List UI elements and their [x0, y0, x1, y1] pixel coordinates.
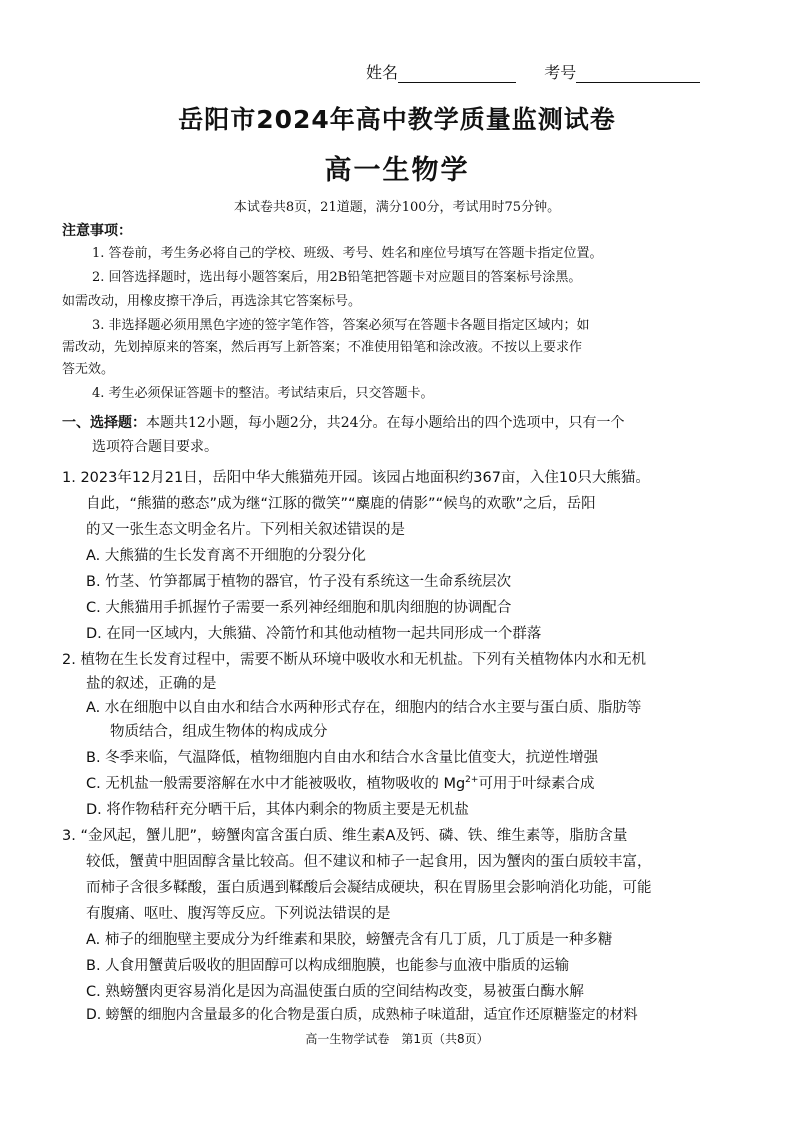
note-1: 1. 答卷前，考生务必将自己的学校、班级、考号、姓名和座位号填写在答题卡指定位置。 [92, 246, 603, 261]
id-label: 考号 [544, 63, 577, 82]
note-2a: 2. 回答选择题时，选出每小题答案后，用2B铅笔把答题卡对应题目的答案标号涂黑。 [92, 270, 582, 285]
name-blank[interactable] [398, 64, 516, 83]
q3-option-c: C. 熟螃蟹肉更容易消化是因为高温使蛋白质的空间结构改变，易被蛋白酶水解 [86, 984, 584, 1000]
q2-option-c-text: C. 无机盐一般需要溶解在水中才能被吸收，植物吸收的 Mg [86, 776, 466, 792]
q3-option-a: A. 柿子的细胞壁主要成分为纤维素和果胶，螃蟹壳含有几丁质，几丁质是一种多糖 [86, 932, 613, 948]
q2-stem-2: 盐的叙述，正确的是 [86, 676, 217, 692]
q2-stem-1: 2. 植物在生长发育过程中，需要不断从环境中吸收水和无机盐。下列有关植物体内水和无机 [62, 652, 646, 668]
note-3b: 需改动，先划掉原来的答案，然后再写上新答案；不准使用铅笔和涂改液。不按以上要求作 [62, 340, 583, 355]
q1-stem-1: 1. 2023年12月21日，岳阳中华大熊猫苑开园。该园占地面积约367亩，入住10只大熊猫。 [62, 470, 650, 486]
q2-option-a-1: A. 水在细胞中以自由水和结合水两种形式存在，细胞内的结合水主要与蛋白质、脂肪等 [86, 700, 642, 716]
note-2b: 如需改动，用橡皮擦干净后，再选涂其它答案标号。 [62, 294, 362, 309]
q1-option-b: B. 竹茎、竹笋都属于植物的器官，竹子没有系统这一生命系统层次 [86, 574, 512, 590]
q3-option-d: D. 螃蟹的细胞内含量最多的化合物是蛋白质，成熟柿子味道甜，适宜作还原糖鉴定的材料 [86, 1007, 638, 1023]
name-label: 姓名 [366, 63, 399, 82]
q3-stem-3: 而柿子含很多鞣酸，蛋白质遇到鞣酸后会凝结成硬块，积在胃肠里会影响消化功能，可能 [86, 880, 652, 896]
q3-stem-1: 3. “金风起，蟹儿肥”，螃蟹肉富含蛋白质、维生素A及钙、磷、铁、维生素等，脂肪含量 [62, 828, 628, 844]
q2-option-c-sup: 2+ [465, 775, 479, 786]
q1-stem-2: 自此，“熊猫的憨态”成为继“江豚的微笑”“麋鹿的倩影”“候鸟的欢歌”之后，岳阳 [86, 496, 596, 512]
page-footer: 高一生物学试卷 第1页（共8页） [305, 1032, 489, 1046]
exam-info: 本试卷共8页，21道题，满分100分，考试用时75分钟。 [233, 200, 561, 215]
section-1-desc-b: 选项符合题目要求。 [92, 439, 218, 455]
q2-option-c-tail: 可用于叶绿素合成 [478, 776, 595, 792]
q1-option-c: C. 大熊猫用手抓握竹子需要一系列神经细胞和肌肉细胞的协调配合 [86, 600, 512, 616]
notes-heading: 注意事项： [62, 223, 132, 239]
q3-stem-4: 有腹痛、呕吐、腹泻等反应。下列说法错误的是 [86, 906, 391, 922]
exam-title: 岳阳市2024年高中教学质量监测试卷 [178, 105, 616, 134]
q2-option-a-2: 物质结合，组成生物体的构成成分 [110, 724, 328, 740]
note-3a: 3. 非选择题必须用黑色字迹的签字笔作答，答案必须写在答题卡各题目指定区域内；如 [92, 318, 590, 333]
section-1-label: 一、选择题： [62, 415, 146, 431]
q2-option-d: D. 将作物秸秆充分晒干后，其体内剩余的物质主要是无机盐 [86, 802, 469, 818]
q3-option-b: B. 人食用蟹黄后吸收的胆固醇可以构成细胞膜，也能参与血液中脂质的运输 [86, 958, 570, 974]
q2-option-b: B. 冬季来临，气温降低，植物细胞内自由水和结合水含量比值变大，抗逆性增强 [86, 750, 599, 766]
q1-option-d: D. 在同一区域内，大熊猫、冷箭竹和其他动植物一起共同形成一个群落 [86, 626, 542, 642]
section-1-header [62, 412, 625, 432]
note-3c: 答无效。 [62, 362, 115, 377]
q3-stem-2: 较低，蟹黄中胆固醇含量比较高。但不建议和柿子一起食用，因为蟹肉的蛋白质较丰富， [86, 854, 652, 870]
section-1-desc-a: 本题共12小题，每小题2分，共24分。在每小题给出的四个选项中，只有一个 [146, 415, 625, 431]
note-4: 4. 考生必须保证答题卡的整洁。考试结束后，只交答题卡。 [92, 386, 434, 401]
exam-subtitle: 高一生物学 [324, 155, 470, 186]
q1-stem-3: 的又一张生态文明金名片。下列相关叙述错误的是 [86, 522, 405, 538]
header-fields [366, 60, 700, 83]
id-blank[interactable] [576, 64, 700, 83]
q2-option-c [86, 772, 594, 793]
q1-option-a: A. 大熊猫的生长发育离不开细胞的分裂分化 [86, 548, 366, 564]
